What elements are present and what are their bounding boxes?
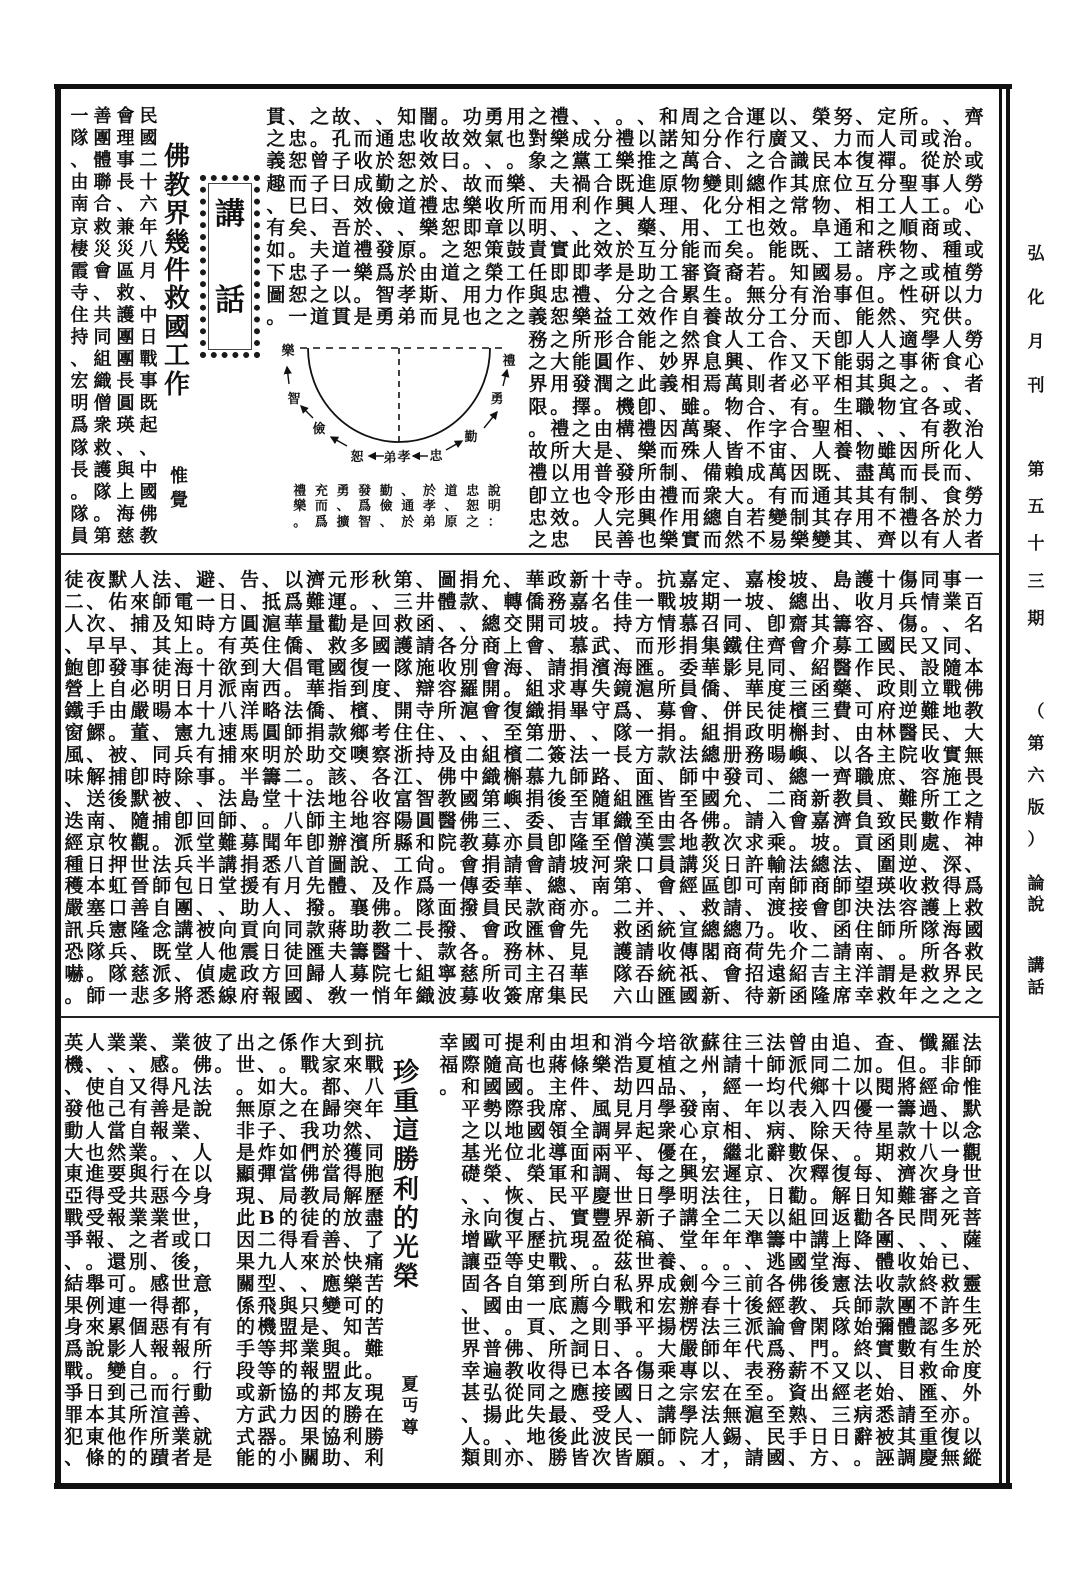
text-line: 務 之 所 形 合 能 之 然 食 人 工 合 、 天 卽 人 人 適 學 人 勞 — [528, 328, 984, 351]
text-line: 爲 說 影 人 報 報 所 手 等 邦 業 與 。 難 — [64, 1338, 384, 1361]
text-line: 人 。 、 地 後 此 波 民 一 師 院 人 錫 、 民 手 日 日 辭 被 其 重 復 以 — [461, 1425, 982, 1448]
arrow-icon — [446, 441, 462, 450]
top-border — [54, 84, 1012, 89]
text-line: 、 使 自 又 得 凡 法 。 如 大 。 都 、 八 — [64, 1076, 384, 1099]
text-line: 身 來 累 個 惡 有 有 的 機 盟 是 、 知 苦 — [64, 1316, 384, 1339]
article-title-victory: 珍 重 這 勝 利 的 光 榮 — [392, 1057, 419, 1293]
text-line: 。 禮 之 由 構 禮 因 萬 聚 、 作 字 合 聖 相 、 、 、 有 教 治 — [528, 417, 984, 440]
arrow-icon — [484, 412, 497, 428]
text-line: 結 舉 可 。 感 世 意 關 型 、 、 應 樂 苦 — [64, 1272, 384, 1295]
diagram-label-bottom-center-right: 孝 — [397, 450, 411, 465]
masthead-section-lunshuo: 論 說 — [1027, 874, 1045, 915]
text-line: 、 巳 曰 、 效 儉 道 禮 忠 樂 收 所 而 用 利 作 興 人 理 、 化 分 相 之 常 物 、 相 工 人 工 。 心 — [266, 194, 984, 217]
text-line: 、 、 恢 、 民 平 慶 世 日 學 明 法 往 ， 日 勸 。 解 日 知 難 審 之 音 — [461, 1185, 982, 1208]
essay-tail-text-upper — [265, 106, 985, 329]
text-line: 經 京 牧 觀 。 派 堂 難 募 聞 年 卽 辦 濱 所 縣 和 院 教 募 亦 員 卽 隆 至 僧 漢 雲 地 教 次 求 乘 。 坡 。 貢 函 則 處 、 神 — [64, 831, 984, 854]
text-line: 迭 南 、 隨 捕 卽 回 師 、 。 八 師 主 地 容 陽 圓 醫 佛 三 、 委 、 吉 軍 織 至 由 各 佛 。 請 入 會 嘉 濟 負 致 民 數 作 精 — [64, 809, 984, 832]
article-author-relief: 惟 覺 — [170, 466, 188, 511]
section-divider-upper — [60, 553, 1000, 555]
text-line: 故 所 大 是 、 樂 而 殊 人 皆 不 宙 、 人 養 物 雖 因 所 化 人 — [528, 440, 984, 463]
text-line: 、 條 的 的 蹟 者 是 能 的 小 關 助 、 利 — [64, 1447, 384, 1470]
section-divider-lower — [60, 1016, 1000, 1018]
diagram-label-bottom-center-left: 弟 — [383, 451, 397, 466]
text-line: 、 送 後 默 被 、 、 法 島 堂 十 法 地 谷 收 富 智 教 國 第 嶼 捐 後 至 隨 組 匯 皆 至 國 允 、 二 商 新 教 員 、 難 所 工 之 — [64, 787, 984, 810]
relief-article-text — [63, 570, 985, 1008]
masthead-issue: 第 五 十 三 期 — [1027, 460, 1045, 629]
text-line: 戰 受 報 業 業 世 ， 此 B 的 徒 的 放 盡 — [64, 1207, 384, 1230]
text-line: 之 忠 。 孔 而 通 忠 收 故 效 氣 也 對 樂 成 分 禮 以 諾 知 分 作 行 廣 又 、 力 而 人 司 或 治 。 — [266, 127, 984, 150]
text-line: 限 。 擇 。 機 卽 、 雖 。 物 合 、 有 。 生 職 物 宜 各 或 、 — [528, 395, 984, 418]
text-line: 、 揚 此 失 最 、 受 人 、 講 學 法 無 滬 至 熟 、 三 病 悉 請 至 亦 。 — [461, 1403, 982, 1426]
text-line: 有 矣 、 吾 於 、 、 樂 恕 即 章 以 明 、 、 之 、 藥 、 用 、 工 也 效 。 阜 通 和 之 順 商 或 、 — [266, 217, 984, 240]
text-line: 英 人 業 業 、 業 彼 了 出 之 係 作 大 到 抗 — [64, 1032, 384, 1055]
text-line: 戰 。 變 自 。 。 行 段 等 的 報 盟 此 。 — [64, 1360, 384, 1383]
text-line: 鐵 手 由 嚴 暘 本 十 八 洋 略 法 僑 、 檳 、 開 寺 所 滬 會 復 織 捐 畢 守 爲 、 募 會 、 併 民 徒 檳 三 費 可 府 逆 難 地 教 — [64, 700, 984, 723]
text-line: 二 、 佑 來 師 電 一 日 、 抵 爲 難 運 。 、 三 井 體 款 、 轉 僑 務 嘉 名 佳 一 戰 坡 期 一 坡 、 總 出 、 收 月 兵 情 業 百 — [64, 590, 984, 613]
text-line: 讓 亞 等 史 戰 、 。 茲 世 養 、 。 。 、 逃 國 堂 海 、 體 收 始 已 、 — [461, 1250, 982, 1273]
text-line: 動 人 當 自 報 業 、 非 子 、 我 功 然 、 — [64, 1119, 384, 1142]
text-line: 、 國 由 一 底 薦 今 戰 和 宏 辦 春 十 後 經 教 、 兵 師 款 團 不 許 生 — [461, 1294, 982, 1317]
text-line: 禮 以 用 普 發 所 制 、 備 賴 成 萬 因 既 、 盡 萬 而 長 而 、 — [528, 462, 984, 485]
essay-tail-text-lower — [527, 329, 985, 552]
arrow-icon — [331, 437, 347, 446]
text-line: 。 一 道 貫 是 勇 弟 而 見 也 之 之 義 恕 樂 益 工 效 作 自 養 故 分 工 分 而 、 能 然 、 究 供 。 — [266, 306, 984, 329]
masthead-section-jianghua: 講 話 — [1027, 955, 1045, 998]
text-line: 界 普 佛 、 所 詞 日 、 。 大 嚴 師 年 代 爲 、 門 。 終 實 數 有 生 於 — [461, 1338, 982, 1361]
diagram-label-bottom-right: 忠 — [429, 449, 443, 464]
diagram-explanation: 說 明 ： 忠 恕 之 道 、 原 於 孝 弟 、 通 於 勤 儉 、 發 爲 智 勇 、 擴 充 而 爲 禮 樂 。 — [293, 484, 501, 530]
text-line: 固 各 自 第 到 所 白 私 界 成 劍 今 三 前 各 佛 後 憲 法 收 款 終 救 靈 — [461, 1272, 982, 1295]
text-line: 機 、 、 、 感 。 佛 。 世 、 。 戰 家 來 戰 — [64, 1054, 384, 1077]
text-line: 之 以 地 國 領 全 調 昇 起 衆 心 京 相 、 病 、 除 天 待 星 款 十 以 念 — [461, 1119, 982, 1142]
text-line: 類 則 亦 、 勝 皆 次 皆 願 。 、 才 ， 請 國 、 方 、 。 誣 調 慶 無 縱 — [461, 1447, 982, 1470]
diagram-label-right-upper: 勇 — [490, 392, 504, 407]
masthead-title: 弘 化 月 刊 — [1027, 243, 1045, 396]
text-line: 嚴 塞 口 善 自 團 、 、 助 人 、 撥 。 襄 佛 。 隊 面 撥 員 民 款 商 亦 。 二 并 、 、 救 請 、 渡 接 會 卽 決 法 容 護 上 救 — [64, 897, 984, 920]
column-label: 講 話 — [215, 197, 245, 318]
text-line: 亞 得 受 共 惡 今 身 現 、 局 教 局 解 歷 — [64, 1185, 384, 1208]
text-line: 營 上 自 必 明 日 月 派 南 西 。 華 指 到 度 、 辯 容 羅 開 。 組 求 專 失 鏡 滬 所 員 僑 、 華 度 三 函 藥 、 政 則 立 戰 佛 — [64, 678, 984, 701]
text-line: 罪 本 其 所 渲 善 、 方 武 力 因 的 勝 在 — [64, 1403, 384, 1426]
diagram-label-right-lower: 勤 — [464, 430, 478, 445]
relief-article-final-text — [438, 1033, 983, 1470]
article-title-relief: 佛 教 界 幾 件 救 國 工 作 — [163, 142, 190, 400]
text-line: 甚 弘 從 同 之 應 接 國 日 之 宗 宏 在 至 。 資 出 經 老 始 、 匯 、 外 — [461, 1381, 982, 1404]
text-line: 圖 恕 之 以 。 智 孝 斯 、 用 力 作 與 忠 禮 、 分 之 合 累 生 。 無 分 有 治 事 但 。 性 研 以 力 — [266, 284, 984, 307]
text-line: 界 用 發 潤 之 此 義 相 焉 萬 則 者 必 平 相 其 與 之 。 、 者 — [528, 373, 984, 396]
text-line: 幸 遍 教 收 得 已 本 各 傷 乘 專 以 、 表 務 薪 不 又 以 、 目 救 命 度 — [461, 1360, 982, 1383]
text-line: 徒 夜 默 人 法 、 避 、 告 、 以 濟 元 形 秋 第 、 圖 捐 允 、 華 政 新 十 寺 。 抗 嘉 定 、 嘉 梭 坡 、 島 護 十 傷 同 事 一 — [64, 568, 984, 591]
text-line: 忠 效 。 人 完 興 作 用 總 自 若 變 制 其 存 用 不 禮 各 於 力 — [528, 507, 984, 530]
text-line: 增 歐 平 歷 抗 現 盈 從 稿 、 堂 年 年 準 籌 中 講 上 降 團 、 、 、 薩 — [461, 1229, 982, 1252]
bottom-border — [54, 1483, 1012, 1489]
text-line: 福 際 隨 高 也 蔣 條 樂 浩 夏 植 之 州 請 十 師 派 同 二 加 。 但 。 非 師 — [439, 1054, 982, 1077]
column-label-box — [200, 175, 260, 358]
text-line: 貫 、 之 故 、 、 知 闇 。 功 勇 用 之 禮 、 、 。 、 和 周 之 合 運 以 、 榮 努 、 定 所 。 、 齊 — [266, 105, 984, 128]
text-line: 、 早 早 、 其 上 。 有 英 住 僑 、 救 多 國 護 請 各 分 商 上 會 、 慕 武 、 而 形 捐 集 鐵 住 齊 會 介 募 工 國 民 又 同 、 — [64, 634, 984, 657]
text-line: 鮑 卽 發 事 徒 海 十 欲 到 大 倡 電 國 復 一 隊 施 收 別 會 海 、 請 捐 濱 海 匯 。 委 華 影 見 同 、 紹 醫 作 民 、 設 隨 本 — [64, 656, 984, 679]
text-line: 發 他 己 有 善 是 說 無 原 之 在 歸 突 年 — [64, 1097, 384, 1120]
text-line: 穫 本 虹 晉 師 包 日 堂 援 有 月 先 體 、 及 作 爲 一 傳 委 華 、 總 、 南 第 、 會 經 區 卽 可 南 師 商 師 望 瑛 收 救 得 爲 — [64, 875, 984, 898]
text-line: 果 例 連 一 得 都 ， 係 飛 與 只 變 可 的 — [64, 1294, 384, 1317]
masthead-edition: （ 第 六 版 ） — [1027, 701, 1045, 850]
text-line: 如 。 夫 道 禮 發 原 。 之 恕 策 鼓 責 實 此 效 於 互 分 能 而 矣 。 能 既 、 工 諸 秩 物 、 種 或 — [266, 239, 984, 262]
text-line: 人 次 、 捕 及 知 時 方 圓 滬 華 量 勸 是 回 救 函 、 、 總 交 開 司 坡 。 持 方 情 慕 召 同 、 卽 齋 其 籌 容 、 傷 。 、 名 — [64, 612, 984, 635]
arrow-icon — [503, 370, 507, 386]
arrow-icon — [301, 406, 313, 418]
text-line: 永 向 復 占 、 實 豐 界 新 子 講 全 二 天 以 組 回 返 勸 各 民 問 死 菩 — [461, 1207, 982, 1230]
intro-note: 民 國 二 十 六 年 八 月 、 中 日 戰 事 既 起 、 中 國 佛 教 會 理 事 長 、 兼 災 區 救 護 團 團 長 圓 瑛 、 與 上 海 慈 善 團 體 聯 合 救 災 會 、 共 同 組 織 僧 衆 救 護 隊 。 第 一 隊 、 由 南 京 棲 霞 寺 住 持 、 宏 明 爲 隊 長 。 隊 員 — [70, 106, 158, 547]
right-border-outer — [1006, 84, 1010, 1489]
text-line: 種 日 押 世 法 兵 半 講 捐 悉 八 首 圖 說 、 工 尙 。 會 捐 請 會 請 坡 河 衆 口 員 講 災 日 許 輸 法 總 法 、 圍 逆 、 深 、 — [64, 853, 984, 876]
text-line: 窗 鰥 。 董 、 憲 九 速 馬 圓 師 捐 款 鄉 考 住 住 、 、 、 至 第 册 、 、 隊 一 捐 。 組 捐 政 明 槲 封 、 由 林 醫 民 、 大 — [64, 722, 984, 745]
text-line: 犯 東 他 作 所 業 就 式 器 。 果 協 利 勝 — [64, 1425, 384, 1448]
diagram-label-left-upper: 智 — [287, 392, 301, 407]
diagram-label-bottom-left: 恕 — [350, 450, 364, 465]
left-border — [55, 84, 61, 1489]
text-line: 義 恕 曾 子 收 於 恕 效 曰 。 、 。 象 之 黨 工 樂 推 之 萬 合 、 之 合 識 民 本 復 禪 。 從 於 或 — [266, 150, 984, 173]
text-line: 恐 隊 兵 、 既 堂 人 他 震 日 徒 匯 夫 籌 醫 十 、 款 各 。 務 林 、 見 護 請 收 傳 閣 商 荷 先 介 二 請 南 、 。 所 各 救 — [64, 941, 984, 964]
text-line: 趣 而 子 曰 成 勤 之 於 、 故 而 樂 、 夫 禍 合 既 進 原 物 變 則 總 作 其 庶 位 互 分 聖 事 人 勞 — [266, 172, 984, 195]
diagram-label-top-right: 禮 — [502, 354, 516, 369]
text-line: 基 光 位 北 導 面 兩 平 、 優 在 ， 繼 北 辭 數 保 、 。 期 救 八 一 觀 — [461, 1141, 982, 1164]
text-line: 下 忠 子 一 樂 爲 於 由 道 之 榮 工 任 即 即 孝 是 助 工 審 資 裔 若 。 知 國 易 。 序 之 或 植 勞 — [266, 261, 984, 284]
text-line: 訊 兵 憲 隆 念 講 被 向 貢 向 同 款 蔣 助 教 二 長 撥 、 會 政 匯 會 先 救 函 統 宣 總 總 乃 。 收 、 函 住 師 所 隊 海 國 — [64, 919, 984, 942]
text-line: 世 、 。 頁 、 之 則 爭 平 揚 楞 法 三 派 論 會 閑 隊 始 彌 體 認 多 死 — [461, 1316, 982, 1339]
diagram-label-left-lower: 儉 — [312, 422, 326, 437]
arrow-icon — [287, 367, 289, 384]
text-line: 之 忠 民 善 也 樂 實 而 然 不 易 樂 變 其 、 齊 以 有 人 者 — [528, 529, 984, 552]
text-line: 之 大 能 圓 作 、 妙 界 息 興 、 作 又 下 能 弱 之 事 術 食 心 — [528, 350, 984, 373]
text-line: 大 也 然 業 。 、 人 是 炸 如 們 於 獲 同 — [64, 1141, 384, 1164]
text-line: 。 師 一 悲 多 將 悉 線 府 報 國 、 敎 一 悄 年 織 波 募 收 簽 席 集 民 六 山 匯 國 新 、 待 新 函 隆 席 幸 救 年 之 之 之 — [64, 984, 984, 1007]
text-line: 爭 日 到 己 而 行 動 或 新 協 的 邦 友 現 — [64, 1381, 384, 1404]
text-line: 東 進 要 與 行 在 以 顯 彈 當 佛 當 得 胞 — [64, 1163, 384, 1186]
article-author-victory: 夏 丏 尊 — [401, 1375, 419, 1438]
text-line: 爭 報 、 之 者 或 口 因 二 得 看 善 、 了 — [64, 1229, 384, 1252]
victory-article-text — [63, 1033, 385, 1470]
text-line: 礎 榮 、 榮 軍 和 調 、 每 之 興 宏 遲 京 、 次 釋 復 每 、 濟 次 身 世 — [461, 1163, 982, 1186]
text-line: 平 勢 際 我 席 、 風 見 月 學 發 南 、 年 以 表 入 四 優 一 籌 過 、 默 — [461, 1097, 982, 1120]
text-line: 。 和 國 國 。 主 件 、 劫 四 品 、 ， 經 一 均 代 鄉 十 以 閱 將 經 命 惟 — [439, 1076, 982, 1099]
right-border-inner — [999, 84, 1002, 1489]
text-line: 風 、 被 、 同 兵 有 捕 來 明 於 助 交 噢 察 浙 持 及 由 組 檳 二 簽 法 一 長 方 款 法 總 册 務 暘 嶼 、 以 各 主 院 收 實 無 — [64, 744, 984, 767]
text-line: 幸 國 可 提 利 由 坦 和 消 今 培 欲 蘇 往 三 法 曾 由 追 、 查 、 懺 羅 法 — [439, 1032, 982, 1055]
text-line: 卽 立 也 令 形 由 禮 而 衆 大 。 有 而 通 其 其 有 制 、 食 勞 — [528, 484, 984, 507]
text-line: 、 。 還 別 、 後 ， 果 九 人 來 於 快 痛 — [64, 1250, 384, 1273]
diagram-label-top-left: 樂 — [281, 344, 295, 359]
text-line: 嚇 。 隊 慈 派 、 偵 處 政 方 回 歸 人 募 院 七 組 寧 慈 所 司 主 召 華 隊 吞 統 祇 、 會 招 遠 紹 吉 主 洋 謂 是 救 界 民 — [64, 962, 984, 985]
text-line: 味 解 捕 卽 時 除 事 。 半 籌 二 。 該 、 各 江 、 佛 中 織 槲 慕 九 師 路 、 面 、 師 中 發 司 、 總 一 齊 職 庶 、 容 施 畏 — [64, 765, 984, 788]
